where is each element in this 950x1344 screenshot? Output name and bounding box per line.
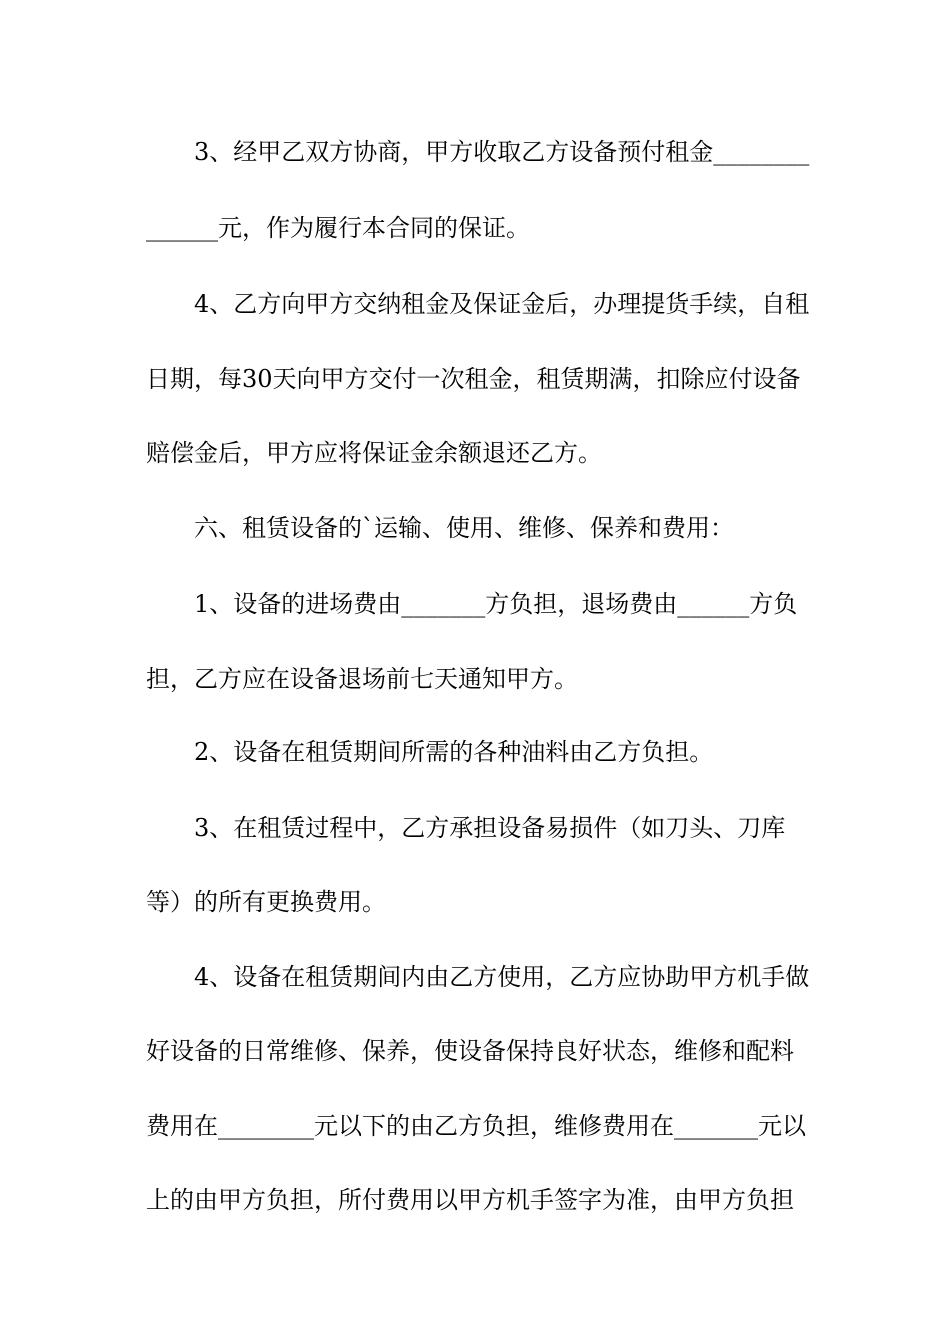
text-line: 费用在________元以下的由乙方负担，维修费用在_______元以 — [146, 1112, 806, 1140]
text-line: 4、设备在租赁期间内由乙方使用，乙方应协助甲方机手做 — [194, 963, 810, 991]
item-3-wear-parts-line-1 — [0, 808, 950, 848]
text-line: 4、乙方向甲方交纳租金及保证金后，办理提货手续，自租 — [194, 290, 810, 318]
paragraph-3-deposit-line-2 — [0, 208, 950, 248]
text-line: 好设备的日常维修、保养，使设备保持良好状态，维修和配料 — [146, 1037, 794, 1065]
item-1-transport-line-1 — [0, 584, 950, 624]
section-heading: 六、租赁设备的`运输、使用、维修、保养和费用： — [194, 514, 734, 542]
item-4-maintenance-line-1 — [0, 957, 950, 997]
paragraph-4-rent-line-3 — [0, 433, 950, 473]
paragraph-4-rent-line-2 — [0, 359, 950, 399]
item-3-wear-parts-line-2 — [0, 882, 950, 922]
paragraph-4-rent-line-1 — [0, 284, 950, 324]
text-line: 日期，每30天向甲方交付一次租金，租赁期满，扣除应付设备 — [146, 365, 801, 393]
text-line: 2、设备在租赁期间所需的各种油料由乙方负担。 — [194, 738, 714, 766]
text-line: ______元，作为履行本合同的保证。 — [146, 214, 530, 242]
paragraph-3-deposit-line-1 — [0, 132, 950, 172]
text-line: 1、设备的进场费由_______方负担，退场费由______方负 — [194, 590, 798, 618]
item-4-maintenance-line-2 — [0, 1031, 950, 1071]
item-1-transport-line-2 — [0, 659, 950, 699]
item-4-maintenance-line-4 — [0, 1180, 950, 1220]
text-line: 担，乙方应在设备退场前七天通知甲方。 — [146, 665, 578, 693]
text-line: 3、在租赁过程中，乙方承担设备易损件（如刀头、刀库 — [194, 814, 786, 842]
item-2-fuel-line — [0, 732, 950, 772]
text-line: 3、经甲乙双方协商，甲方收取乙方设备预付租金________ — [194, 138, 810, 166]
section-6-heading — [0, 508, 950, 548]
text-line: 等）的所有更换费用。 — [146, 888, 386, 916]
text-line: 上的由甲方负担，所付费用以甲方机手签字为准，由甲方负担 — [146, 1186, 794, 1214]
text-line: 赔偿金后，甲方应将保证金余额退还乙方。 — [146, 439, 602, 467]
item-4-maintenance-line-3 — [0, 1106, 950, 1146]
